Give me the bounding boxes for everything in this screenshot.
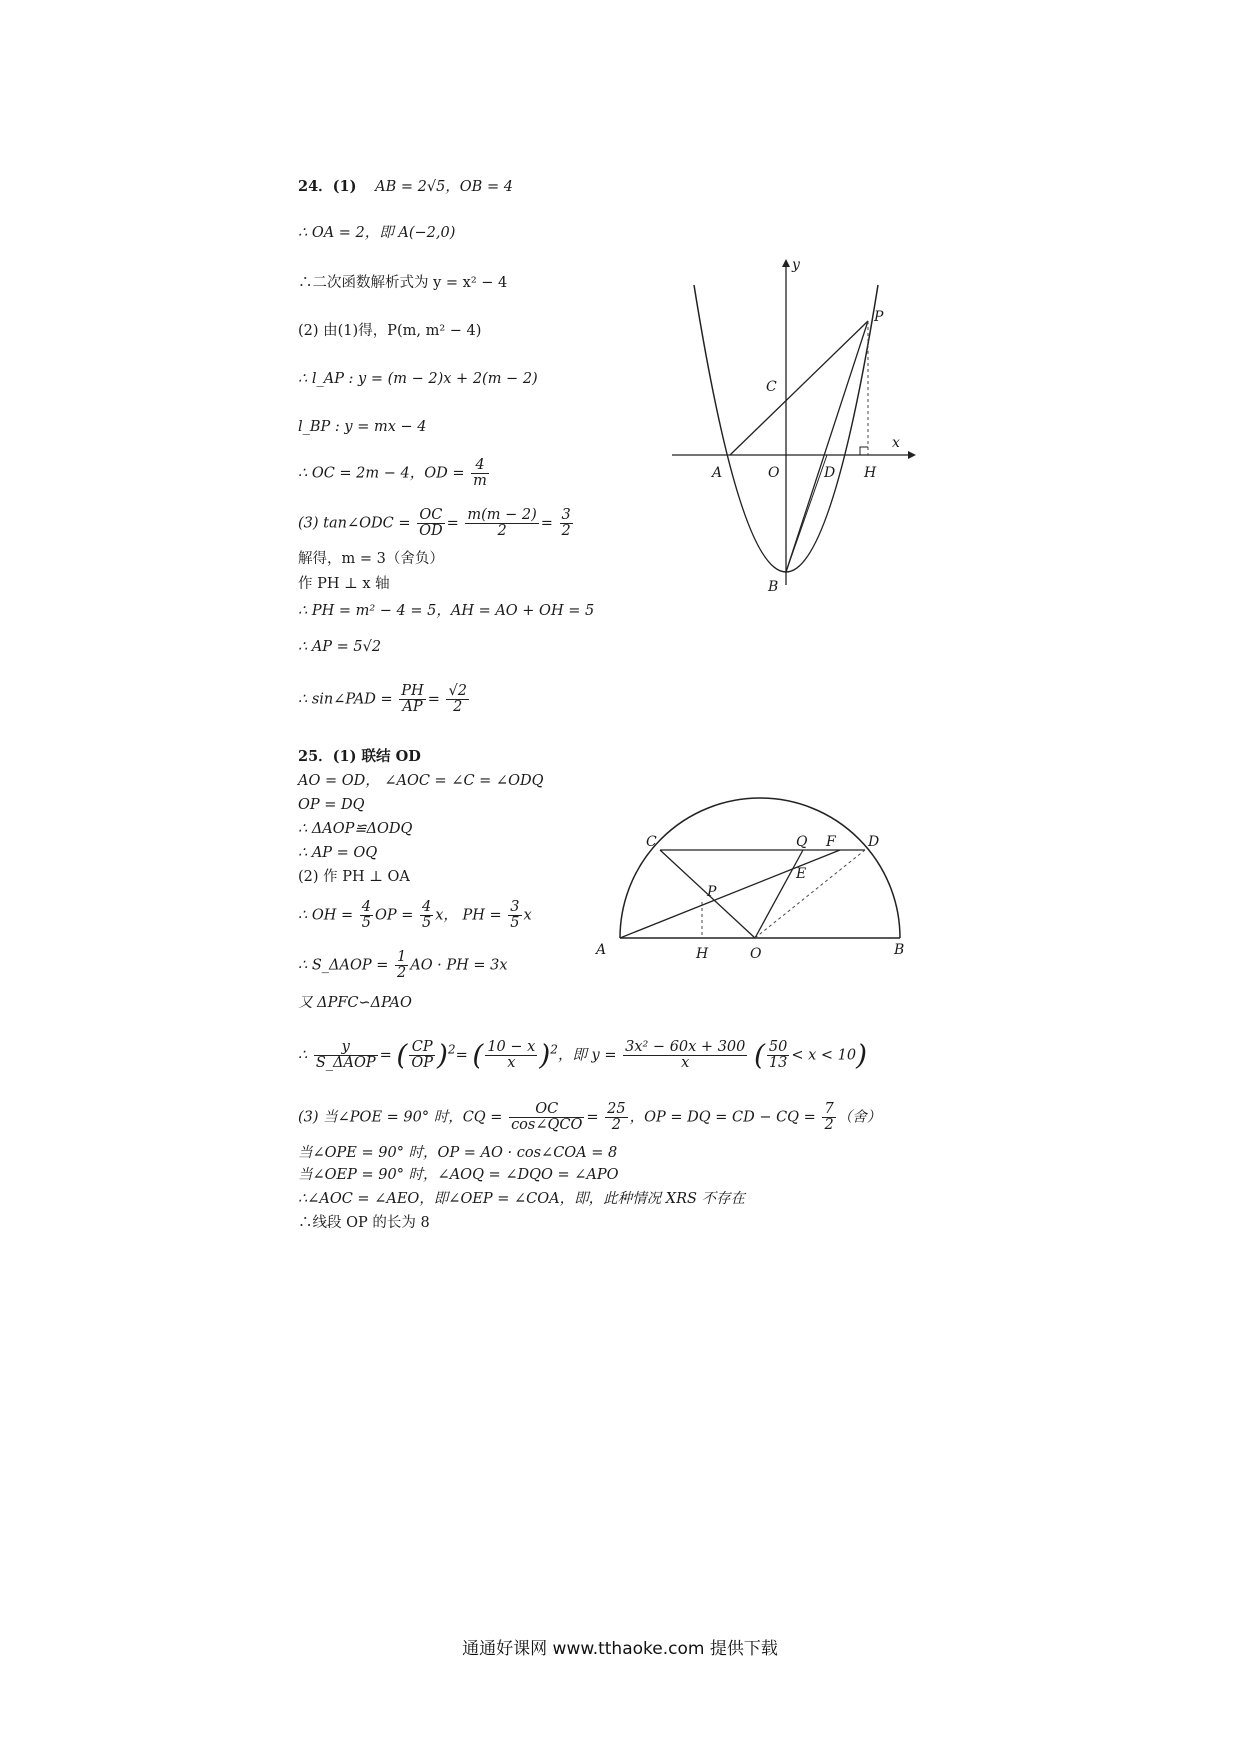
label-D: D: [868, 834, 880, 850]
denominator: m: [473, 473, 487, 489]
numerator: 3: [510, 899, 520, 915]
q24-line-9: 解得，m = 3（舍负）: [298, 551, 444, 567]
label-P: P: [874, 309, 884, 325]
denominator: 2: [611, 1117, 621, 1133]
q25-line-0: [298, 748, 421, 766]
label-H: H: [864, 465, 877, 481]
q25-l7-text-a: ∴ S_ΔAOP =: [298, 957, 389, 974]
label-O: O: [768, 465, 780, 481]
q25-line-7: [298, 950, 508, 981]
numerator: 25: [607, 1101, 626, 1117]
q24-header: 24．(1): [298, 178, 357, 195]
x-axis-arrow: [908, 451, 916, 459]
denominator: 2: [497, 523, 507, 539]
denominator: 5: [361, 915, 371, 931]
numerator: 1: [396, 949, 407, 965]
q25-line-12: 当∠OEP = 90° 时，∠AOQ = ∠DQO = ∠APO: [298, 1167, 619, 1183]
q25-header: 25．(1) 联结 OD: [298, 748, 421, 765]
numerator: √2: [448, 683, 467, 699]
q25-l6-frac2: [420, 900, 433, 931]
segment-BP: [786, 321, 868, 572]
q25-l9-frac5: [767, 1040, 789, 1071]
semicircle-arc: [620, 798, 900, 938]
q24-line-2: ∴ OA = 2，即 A(−2,0): [298, 225, 456, 241]
q25-l10-text-c: （舍）: [837, 1109, 882, 1126]
q24-l7-frac: [471, 458, 489, 489]
q25-line-10: (3) 当∠POE = 90° 时，CQ = $\frac{OC}{\text{cos∠QCO}}$ = $\frac{25}{2}$ ，OP = DQ = CD − CQ = $\frac{7}{2}$ （舍）: [298, 1101, 882, 1133]
denominator: x: [507, 1055, 516, 1071]
numerator: 4: [471, 458, 489, 474]
q24-line-4: (2) 由(1)得，P(m, m² − 4): [298, 323, 482, 339]
paren-open: (: [396, 1038, 408, 1072]
q24-line-12: ∴ AP = 5√2: [298, 639, 382, 655]
numerator: 4: [361, 899, 371, 915]
label-E: E: [796, 866, 807, 882]
q25-l7-frac: [395, 950, 408, 981]
q25-l10-frac2: [605, 1102, 627, 1133]
q25-l6-text-a: ∴ OH =: [298, 907, 354, 924]
q24-line-3: ∴二次函数解析式为 y = x² − 4: [298, 275, 508, 291]
q24-figure: [660, 255, 920, 600]
denominator: AP: [402, 699, 423, 715]
denominator: OP: [411, 1055, 433, 1071]
q25-l10-frac3: [822, 1102, 835, 1133]
label-x: x: [892, 435, 900, 451]
q25-line-8: 又 ΔPFC∽ΔPAO: [298, 995, 412, 1011]
q24-l8-text: (3) tan∠ODC =: [298, 515, 411, 532]
q24-l8-frac3: [560, 508, 573, 539]
y-axis-arrow: [782, 259, 790, 267]
q25-line-1: AO = OD， ∠AOC = ∠C = ∠ODQ: [298, 773, 544, 789]
q25-line-9: ∴ $\frac{y}{\text{S\_ΔAOP}}$ = ( $\frac{CP}{OP}$ )$^2$= ( $\frac{10 - x}{x}$ )$^2$，即 y = $\frac{\text{3x² − 60x + 300}}{x}$ ( $\frac{50}{13}$ < x < 10): [298, 1038, 868, 1072]
label-O: O: [750, 946, 762, 962]
q25-l9-text-b: ，即 y =: [557, 1047, 617, 1064]
q24-l13-frac1: [399, 684, 425, 715]
numerator: 10 − x: [487, 1039, 536, 1055]
label-P: P: [707, 884, 717, 900]
denominator: 2: [453, 699, 463, 715]
label-C: C: [646, 834, 657, 850]
denominator: 13: [768, 1055, 788, 1071]
label-A: A: [712, 465, 723, 481]
q24-line-7: [298, 458, 491, 489]
q25-line-3: ∴ ΔAOP≌ΔODQ: [298, 821, 413, 837]
q25-line-14: ∴线段 OP 的长为 8: [298, 1215, 430, 1231]
q24-l13-text: ∴ sin∠PAD =: [298, 691, 393, 708]
q25-l9-text-a: ∴: [298, 1047, 308, 1064]
paren-open: (: [753, 1038, 765, 1072]
denominator: 2: [824, 1117, 834, 1133]
label-B: B: [768, 579, 779, 595]
numerator: 50: [768, 1039, 788, 1055]
q24-l7-text: ∴ OC = 2m − 4，OD =: [298, 465, 465, 482]
q25-l10-text-a: (3) 当∠POE = 90° 时，CQ =: [298, 1109, 503, 1126]
label-D: D: [824, 465, 836, 481]
q25-line-4: ∴ AP = OQ: [298, 845, 378, 861]
numerator: 4: [422, 899, 432, 915]
q24-line-13: ∴ sin∠PAD = $\frac{PH}{AP}$ = $\frac{√2}{2}$: [298, 683, 467, 715]
numerator: CP: [409, 1040, 435, 1056]
q24-line-6: l_BP : y = mx − 4: [298, 419, 427, 435]
right-angle-mark: [860, 447, 868, 455]
denominator: 5: [422, 915, 432, 931]
q25-l6-frac3: [508, 900, 521, 931]
label-F: F: [826, 834, 836, 850]
q25-line-6: [298, 900, 532, 931]
q25-line-2: OP = DQ: [298, 797, 365, 813]
q24-line-11: ∴ PH = m² − 4 = 5，AH = AO + OH = 5: [298, 603, 595, 619]
denominator: 2: [396, 965, 407, 981]
label-H: H: [696, 946, 709, 962]
q25-l6-text-c: x， PH =: [435, 907, 502, 924]
numerator: OC: [509, 1102, 584, 1118]
paren-open: (: [472, 1038, 484, 1072]
numerator: PH: [401, 683, 424, 699]
numerator: 7: [824, 1101, 834, 1117]
label-B: B: [894, 942, 905, 958]
segment-AF: [620, 850, 840, 938]
numerator: y: [314, 1040, 378, 1056]
q25-l6-frac1: [360, 900, 373, 931]
q25-l9-frac2: [409, 1040, 435, 1071]
q24-line-1: [298, 178, 513, 196]
footer-credit: 通通好课网 www.tthaoke.com 提供下载: [462, 1639, 778, 1659]
numerator: OC: [417, 508, 445, 524]
q24-line-5: ∴ l_AP : y = (m − 2)x + 2(m − 2): [298, 371, 538, 387]
paren-close: ): [436, 1038, 448, 1072]
q25-l6-text-d: x: [523, 907, 532, 924]
q25-l6-text-b: OP =: [374, 907, 414, 924]
q25-l9-text-c: < x < 10: [791, 1047, 857, 1064]
label-C: C: [766, 379, 777, 395]
denominator: S_ΔAOP: [315, 1055, 376, 1071]
label-Q: Q: [796, 834, 808, 850]
q25-figure: [590, 790, 910, 970]
label-y: y: [792, 257, 800, 273]
q25-line-13: ∴∠AOC = ∠AEO，即∠OEP = ∠COA，即，此种情况 XRS 不存在: [298, 1191, 746, 1207]
q24-l8-frac2: [465, 508, 538, 539]
denominator: cos∠QCO: [511, 1117, 583, 1133]
q24-line-8: (3) tan∠ODC = $\frac{OC}{OD}$ = $\frac{m(m - 2)}{2}$ = $\frac{3}{2}$: [298, 507, 571, 539]
q25-l10-text-b: ，OP = DQ = CD − CQ =: [629, 1109, 816, 1126]
segment-OD-dashed: [755, 850, 865, 938]
paren-close: ): [856, 1038, 868, 1072]
numerator: 3: [561, 507, 571, 523]
denominator: OD: [419, 523, 443, 539]
q24-l8-frac1: [417, 508, 445, 539]
label-A: A: [596, 942, 607, 958]
segment-AP: [730, 321, 868, 455]
q25-l7-text-b: AO · PH = 3x: [410, 957, 508, 974]
q25-l10-frac1: [509, 1102, 584, 1133]
q25-l9-frac3: [485, 1040, 537, 1071]
denominator: 5: [510, 915, 520, 931]
q24-line-10: 作 PH ⊥ x 轴: [298, 576, 390, 592]
numerator: 3x² − 60x + 300: [625, 1039, 746, 1055]
q25-line-11: 当∠OPE = 90° 时，OP = AO · cos∠COA = 8: [298, 1145, 618, 1161]
segment-BD: [786, 455, 827, 572]
paren-close: ): [539, 1038, 551, 1072]
q25-line-5: (2) 作 PH ⊥ OA: [298, 869, 410, 885]
q25-l9-frac4: [623, 1040, 747, 1071]
numerator: m(m − 2): [467, 507, 537, 523]
q24-given: AB = 2√5，OB = 4: [375, 179, 513, 195]
denominator: x: [681, 1055, 690, 1071]
denominator: 2: [561, 523, 571, 539]
q25-l9-frac1: [314, 1040, 378, 1071]
segment-OQ: [755, 850, 803, 938]
q24-l13-frac2: [446, 684, 468, 715]
